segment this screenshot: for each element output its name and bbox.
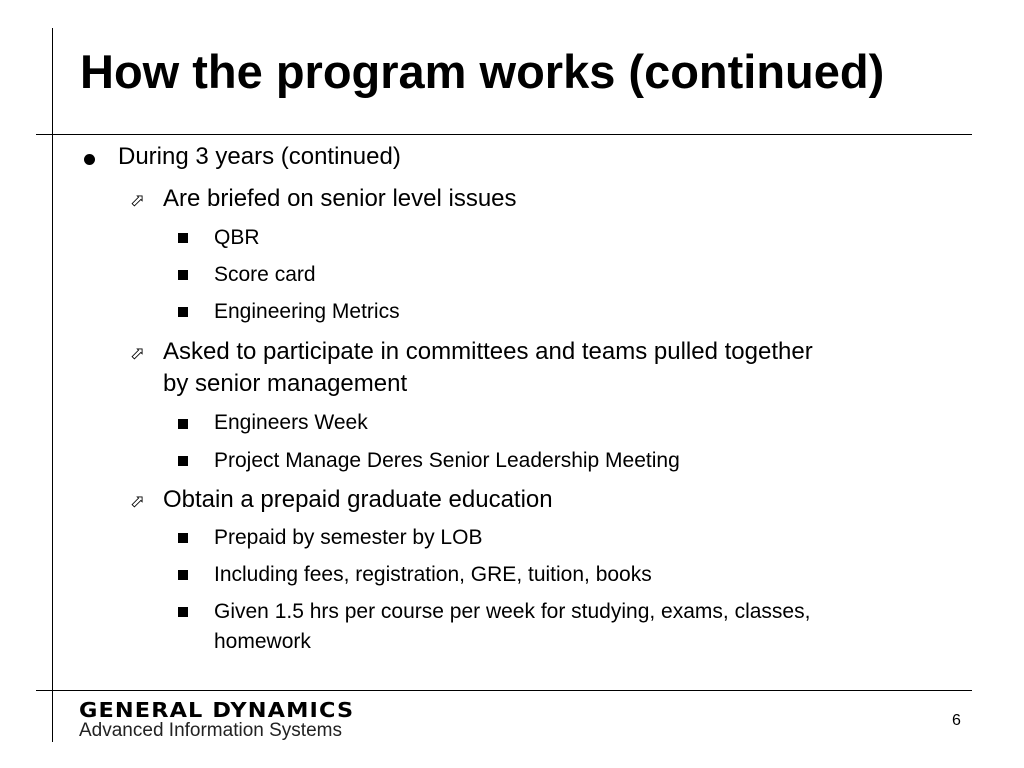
square-bullet-icon bbox=[178, 570, 188, 580]
square-bullet-icon bbox=[178, 456, 188, 466]
square-bullet-icon bbox=[178, 607, 188, 617]
square-bullet-icon bbox=[178, 533, 188, 543]
page-number: 6 bbox=[952, 712, 961, 729]
footer-divider bbox=[36, 690, 972, 691]
arrow-bullet-icon: ⬀ bbox=[130, 491, 146, 511]
bullet-level3: Project Manage Deres Senior Leadership Meeting bbox=[214, 449, 680, 472]
bullet-level2-line2: by senior management bbox=[163, 370, 408, 397]
bullet-level2: Obtain a prepaid graduate education bbox=[163, 486, 553, 513]
disc-bullet-icon bbox=[84, 154, 95, 165]
bullet-level3: Engineering Metrics bbox=[214, 300, 400, 323]
bullet-level3-line1: Given 1.5 hrs per course per week for studying, exams, classes, bbox=[214, 600, 811, 623]
square-bullet-icon bbox=[178, 270, 188, 280]
company-logo: GENERAL DYNAMICS bbox=[79, 698, 355, 722]
bullet-level2: Are briefed on senior level issues bbox=[163, 185, 517, 212]
bullet-level3: Including fees, registration, GRE, tuition, books bbox=[214, 563, 652, 586]
title-divider bbox=[36, 134, 972, 135]
bullet-level2-line1: Asked to participate in committees and teams pulled together bbox=[163, 338, 813, 365]
company-division: Advanced Information Systems bbox=[79, 720, 342, 741]
bullet-level3-line2: homework bbox=[214, 630, 311, 653]
arrow-bullet-icon: ⬀ bbox=[130, 190, 146, 210]
arrow-bullet-icon: ⬀ bbox=[130, 343, 146, 363]
square-bullet-icon bbox=[178, 419, 188, 429]
square-bullet-icon bbox=[178, 307, 188, 317]
bullet-level1: During 3 years (continued) bbox=[118, 143, 401, 170]
bullet-level3: Engineers Week bbox=[214, 411, 368, 434]
slide-title: How the program works (continued) bbox=[80, 45, 885, 98]
left-vertical-rule bbox=[52, 28, 53, 742]
bullet-level3: Prepaid by semester by LOB bbox=[214, 526, 483, 549]
bullet-level3: QBR bbox=[214, 226, 260, 249]
square-bullet-icon bbox=[178, 233, 188, 243]
bullet-level3: Score card bbox=[214, 263, 316, 286]
